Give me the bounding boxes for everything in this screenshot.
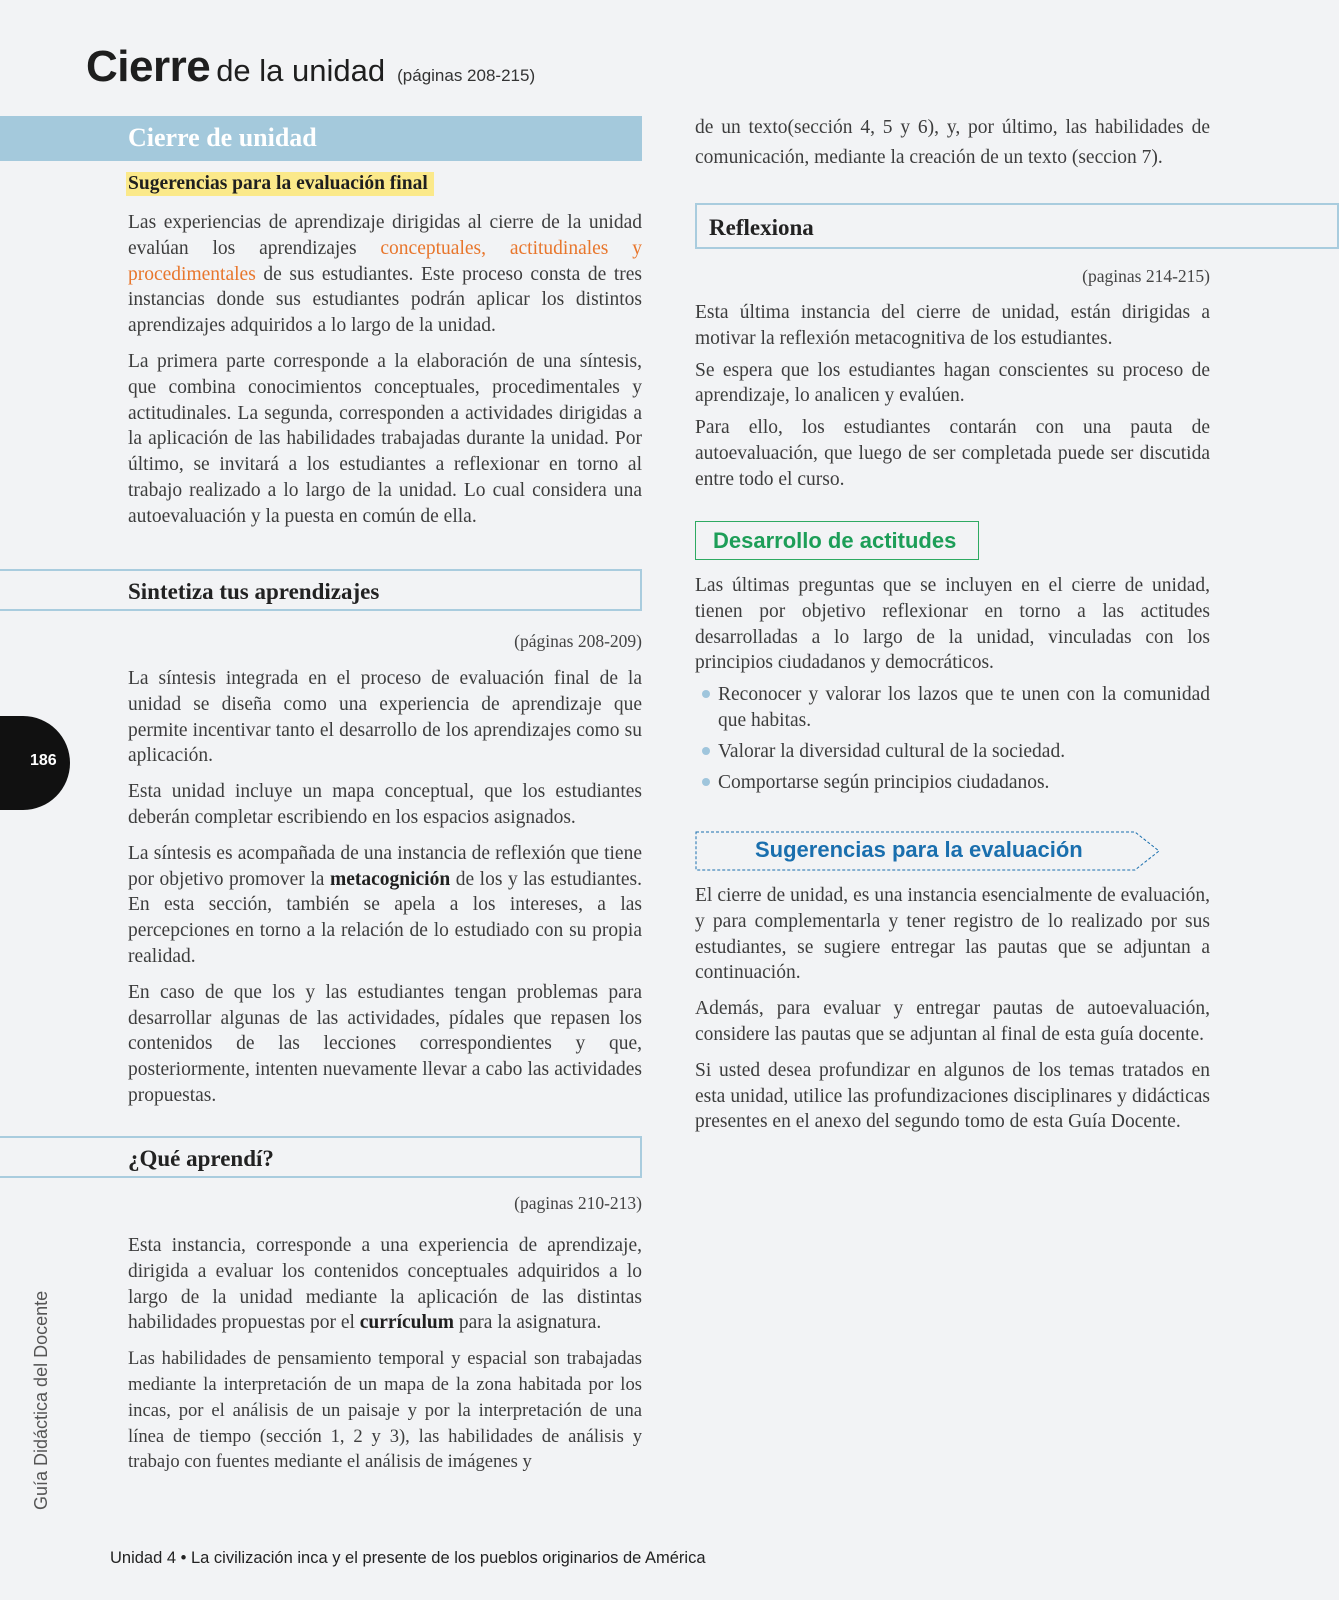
reflexiona-title: Reflexiona — [709, 215, 814, 240]
title-rest: de la unidad — [216, 53, 386, 88]
ref-paragraph-1: Esta última instancia del cierre de unidad, están dirigidas a motivar la reflexión metacognitiva de los estudiantes. — [695, 302, 1210, 349]
continuation-text — [695, 113, 1210, 183]
continuation-paragraph: de un texto(sección 4, 5 y 6), y, por último, las habilidades de comunicación, mediante la creación de un texto (seccion 7). — [695, 117, 1210, 168]
bullet-dot — [702, 747, 710, 755]
page-title — [86, 42, 535, 92]
sint-p3-b: de los y las estudiantes. En esta sección, también se apela a los intereses, a las percepciones en torno a la relación de lo estudiado con su propia realidad. — [128, 868, 642, 967]
sugerencias-title: Sugerencias para la evaluación — [755, 837, 1083, 862]
bullet-text: Comportarse según principios ciudadanos. — [718, 771, 1050, 793]
intro-p1-a: Las experiencias de aprendizaje dirigidas al cierre de la unidad evalúan los aprendizajes — [128, 212, 642, 259]
reflexiona-header — [695, 203, 1339, 249]
sugerencias-text — [695, 883, 1210, 1145]
actitudes-text — [695, 573, 1210, 805]
sintetiza-title: Sintetiza tus aprendizajes — [128, 579, 380, 604]
footer-text: Unidad 4 • La civilización inca y el presente de los pueblos originarios de América — [110, 1549, 706, 1567]
sint-paragraph-2: Esta unidad incluye un mapa conceptual, que los estudiantes deberán completar escribiendo en los espacios asignados. — [128, 781, 642, 828]
sint-paragraph-4: En caso de que los y las estudiantes tengan problemas para desarrollar algunas de las actividades, pídales que repasen los contenidos de las lecciones correspondientes y que, posteriormente, intenten nuevamente llevar a cabo las actividades propuestas. — [128, 981, 642, 1106]
sintetiza-pages: (páginas 208-209) — [514, 631, 642, 651]
page-number: 186 — [30, 752, 57, 769]
que-paragraph-2: Las habilidades de pensamiento temporal y espacial son trabajadas mediante la interpretación de un mapa de la zona habitada por los incas, por el análisis de un paisaje y por la interpretación de una línea de tiempo (sección 1, 2 y 3), las habilidades de análisis y trabajo con fuentes mediante el análisis de imágenes y — [128, 1348, 642, 1473]
reflexiona-text — [695, 300, 1210, 503]
intro-paragraph-2: La primera parte corresponde a la elaboración de una síntesis, que combina conocimientos conceptuales, procedimentales y actitudinales. La segunda, corresponden a actividades dirigidas a la aplicación de las habilidades trabajadas durante la unidad. Por último, se invitará a los estudiantes a reflexionar en torno al trabajo realizado a lo largo de la unidad. Lo cual considera una autoevaluación y la puesta en común de ella. — [128, 350, 642, 527]
bullet-text: Reconocer y valorar los lazos que te unen con la comunidad que habitas. — [718, 684, 1210, 731]
bullet-dot — [702, 690, 710, 698]
reflexiona-pages: (paginas 214-215) — [1082, 266, 1210, 286]
bullet-dot — [702, 778, 710, 786]
sintetiza-header — [0, 569, 642, 611]
sug-paragraph-1: El cierre de unidad, es una instancia esencialmente de evaluación, y para complementarla y tener registro de lo realizado por sus estudiantes, se sugiere entregar las pautas que se adjuntan a continuación. — [695, 885, 1210, 984]
list-item — [695, 682, 1210, 734]
que-aprendi-text — [128, 1233, 642, 1485]
que-aprendi-pages: (paginas 210-213) — [514, 1193, 642, 1213]
side-label: Guía Didáctica del Docente — [31, 1290, 51, 1510]
section-band — [0, 116, 642, 161]
title-bold: Cierre — [86, 42, 211, 91]
list-item — [695, 739, 1210, 765]
list-item — [695, 770, 1210, 796]
actitudes-title: Desarrollo de actitudes — [713, 528, 957, 553]
sint-paragraph-1: La síntesis integrada en el proceso de evaluación final de la unidad se diseña como una experiencia de aprendizaje que permite incentivar tanto el desarrollo de los aprendizajes como su aplicación. — [128, 668, 642, 767]
sint-p3-a: La síntesis es acompañada de una instancia de reflexión que tiene por objetivo promover la — [128, 842, 642, 890]
sugerencias-header — [695, 831, 1161, 871]
bullet-text: Valorar la diversidad cultural de la sociedad. — [718, 740, 1066, 762]
attitudes-list — [695, 682, 1210, 795]
sug-paragraph-2: Además, para evaluar y entregar pautas de autoevaluación, considere las pautas que se adjuntan al final de esta guía docente. — [695, 998, 1210, 1045]
highlight-subheading: Sugerencias para la evaluación final — [126, 172, 434, 196]
ref-paragraph-2: Se espera que los estudiantes hagan conscientes su proceso de aprendizaje, lo analicen y evalúen. — [695, 359, 1210, 407]
act-paragraph-1: Las últimas preguntas que se incluyen en el cierre de unidad, tienen por objetivo reflexionar en torno a las actitudes desarrolladas a lo largo de la unidad, vinculadas con los principios ciudadanos y democráticos. — [695, 575, 1210, 674]
que-paragraph-1 — [128, 1233, 642, 1336]
actitudes-header — [695, 521, 979, 560]
intro-p1-orange: conceptuales, actitudinales y procedimentales — [128, 237, 642, 285]
page-number-tab — [0, 716, 70, 810]
sint-paragraph-3 — [128, 841, 642, 970]
sug-paragraph-3: Si usted desea profundizar en algunos de los temas tratados en esta unidad, utilice las profundizaciones disciplinares y didácticas presentes en el anexo del segundo tomo de esta Guía Docente. — [695, 1059, 1210, 1133]
que-p1-bold: currículum — [359, 1312, 455, 1334]
sintetiza-text — [128, 666, 642, 1119]
intro-p1-b: de sus estudiantes. Este proceso consta de tres instancias donde sus estudiantes podrán aplicar los distintos aprendizajes adquiridos a lo largo de la unidad. — [128, 263, 642, 337]
que-aprendi-header — [0, 1136, 642, 1178]
que-aprendi-title: ¿Qué aprendí? — [128, 1146, 274, 1171]
que-p1-b: para la asignatura. — [454, 1312, 602, 1334]
intro-paragraph-1 — [128, 210, 642, 339]
sint-p3-bold: metacognición — [329, 868, 451, 890]
title-pages: (páginas 208-215) — [397, 66, 536, 85]
band-title: Cierre de unidad — [128, 123, 317, 152]
intro-text — [128, 210, 642, 540]
que-p1-a: Esta instancia, corresponde a una experiencia de aprendizaje, dirigida a evaluar los contenidos conceptuales adquiridos a lo largo de la unidad mediante la aplicación de las distintas habilidades propuestas por el — [128, 1235, 642, 1334]
ref-paragraph-3: Para ello, los estudiantes contarán con una pauta de autoevaluación, que luego de ser completada puede ser discutida entre todo el curso. — [695, 417, 1210, 490]
